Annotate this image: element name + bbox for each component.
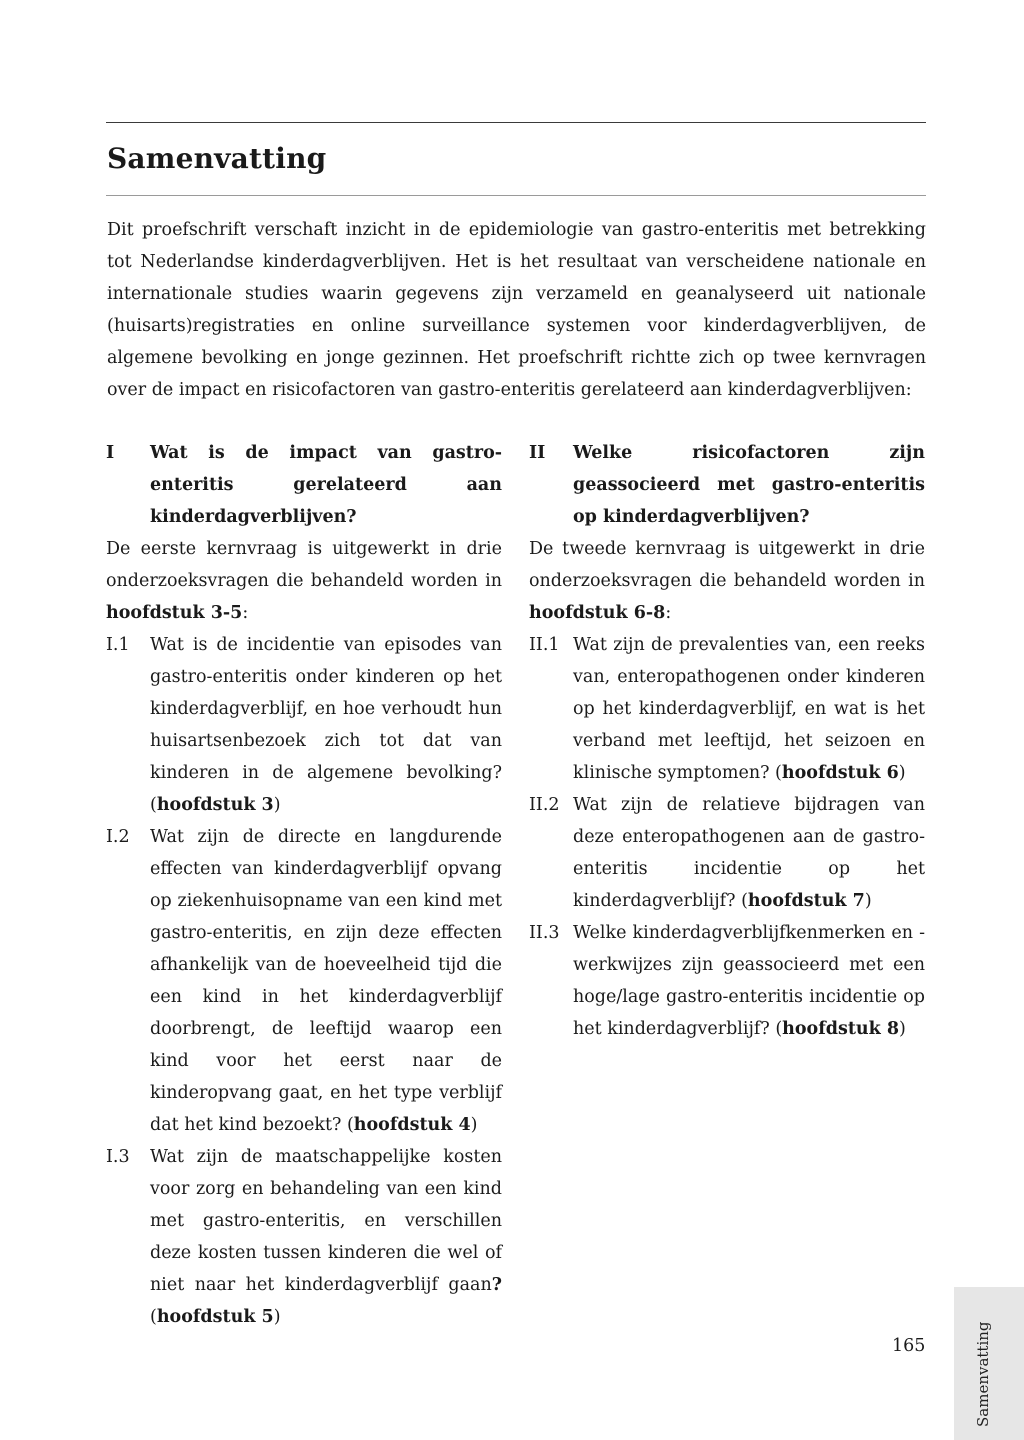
item-number: II.3 — [529, 923, 560, 943]
intro-paragraph: Dit proefschrift verschaft inzicht in de epidemiologie van gastro-enteritis met betrekking tot Nederlandse kinderdagverblijven. Het is het resultaat van verscheidene nationale en internationale studies waarin gegevens zijn verzameld en geanalyseerd uit nationale (huisarts)registraties en online surveillance systemen voor kinderdagverblijven, de algemene bevolking en jonge gezinnen. Het proefschrift richtte zich op twee kernvragen over de impact en risicofactoren van gastro-enteritis gerelateerd aan kinderdagverblijven: — [107, 220, 926, 400]
item-body: Welke kinderdagverblijfkenmerken en -werkwijzes zijn geassocieerd met een hoge/lage gastro-enteritis incidentie op het kinderdagverblijf? — [573, 923, 925, 1039]
list-item — [529, 917, 925, 1045]
research-question-2 — [529, 437, 925, 1045]
item-number: II.1 — [529, 635, 560, 655]
item-paren-open: ( — [346, 1115, 354, 1135]
question-2-title: Welke risicofactoren zijn geassocieerd met gastro-enteritis op kinderdagverblijven? — [573, 443, 925, 527]
chapter-reference: hoofdstuk 3 — [156, 795, 274, 815]
question-2-chapters: hoofdstuk 6-8 — [529, 603, 666, 623]
question-1-heading — [106, 437, 502, 533]
question-2-intro-colon: : — [665, 603, 672, 623]
item-text — [150, 1141, 502, 1333]
page-number: 165 — [892, 1336, 926, 1356]
chapter-reference: hoofdstuk 7 — [747, 891, 865, 911]
research-question-1 — [106, 437, 502, 1333]
list-item — [106, 821, 502, 1141]
question-1-title: Wat is de impact van gastro-enteritis gerelateerd aan kinderdagverblijven? — [150, 443, 502, 527]
item-paren-close: ) — [899, 1019, 906, 1039]
item-text — [573, 629, 925, 789]
chapter-reference: hoofdstuk 8 — [782, 1019, 900, 1039]
list-item — [106, 629, 502, 821]
item-paren-open: ( — [150, 1307, 157, 1327]
item-text — [573, 789, 925, 917]
item-text — [150, 629, 502, 821]
item-number: II.2 — [529, 795, 560, 815]
question-1-intro-colon: : — [242, 603, 249, 623]
item-text — [150, 821, 502, 1141]
list-item — [106, 1141, 502, 1333]
item-text — [573, 917, 925, 1045]
item-number: I.2 — [106, 827, 130, 847]
item-paren-close: ) — [273, 795, 281, 815]
question-2-intro-text: De tweede kernvraag is uitgewerkt in drie onderzoeksvragen die behandeld worden in — [529, 539, 925, 591]
chapter-reference: hoofdstuk 4 — [353, 1115, 471, 1135]
question-1-intro-text: De eerste kernvraag is uitgewerkt in drie onderzoeksvragen die behandeld worden in — [106, 539, 502, 591]
page-title: Samenvatting — [107, 142, 327, 175]
item-body: Wat is de incidentie van episodes van gastro-enteritis onder kinderen op het kinderdagverblijf, en hoe verhoudt hun huisartsenbezoek zich tot dat van kinderen in de algemene bevolking? — [150, 635, 502, 783]
list-item — [529, 629, 925, 789]
item-body: Wat zijn de directe en langdurende effecten van kinderdagverblijf opvang op ziekenhuisopname van een kind met gastro-enteritis, en zijn deze effecten afhankelijk van de hoeveelheid tijd die een kind in het kinderdagverblijf doorbrengt, de leeftijd waarop een kind voor het eerst naar de kinderopvang gaat, en het type verblijf dat het kind bezoekt? — [150, 827, 502, 1135]
item-number: I.3 — [106, 1147, 130, 1167]
item-body: Wat zijn de prevalenties van, een reeks van, enteropathogenen onder kinderen op het kinderdagverblijf, en wat is het verband met leeftijd, het seizoen en klinische symptomen? — [573, 635, 925, 783]
thumb-tab-label: Samenvatting — [974, 1321, 992, 1427]
item-number: I.1 — [106, 635, 130, 655]
question-1-number: I — [106, 443, 115, 463]
question-1-intro — [106, 533, 502, 629]
question-1-chapters: hoofdstuk 3-5 — [106, 603, 243, 623]
chapter-reference: hoofdstuk 5 — [156, 1307, 274, 1327]
item-paren-open: ( — [775, 1019, 783, 1039]
chapter-reference: hoofdstuk 6 — [781, 763, 899, 783]
item-paren-open: ( — [775, 763, 782, 783]
question-2-intro — [529, 533, 925, 629]
item-paren-open: ( — [150, 795, 157, 815]
item-paren-close: ) — [470, 1115, 478, 1135]
question-2-heading — [529, 437, 925, 533]
chapter-thumb-tab — [954, 1287, 1024, 1440]
top-rule — [106, 122, 926, 123]
item-body: Wat zijn de maatschappelijke kosten voor zorg en behandeling van een kind met gastro-enteritis, en verschillen deze kosten tussen kinderen die wel of niet naar het kinderdagverblijf gaan — [150, 1147, 502, 1295]
item-paren-close: ) — [273, 1307, 281, 1327]
item-paren-close: ) — [864, 891, 872, 911]
item-body: Wat zijn de relatieve bijdragen van deze enteropathogenen aan de gastro-enteritis incidentie op het kinderdagverblijf? — [573, 795, 925, 911]
list-item — [529, 789, 925, 917]
title-underline — [106, 195, 926, 196]
item-paren-close: ) — [898, 763, 906, 783]
question-2-number: II — [529, 443, 546, 463]
item-question-mark: ? — [491, 1275, 502, 1295]
item-paren-open: ( — [741, 891, 748, 911]
